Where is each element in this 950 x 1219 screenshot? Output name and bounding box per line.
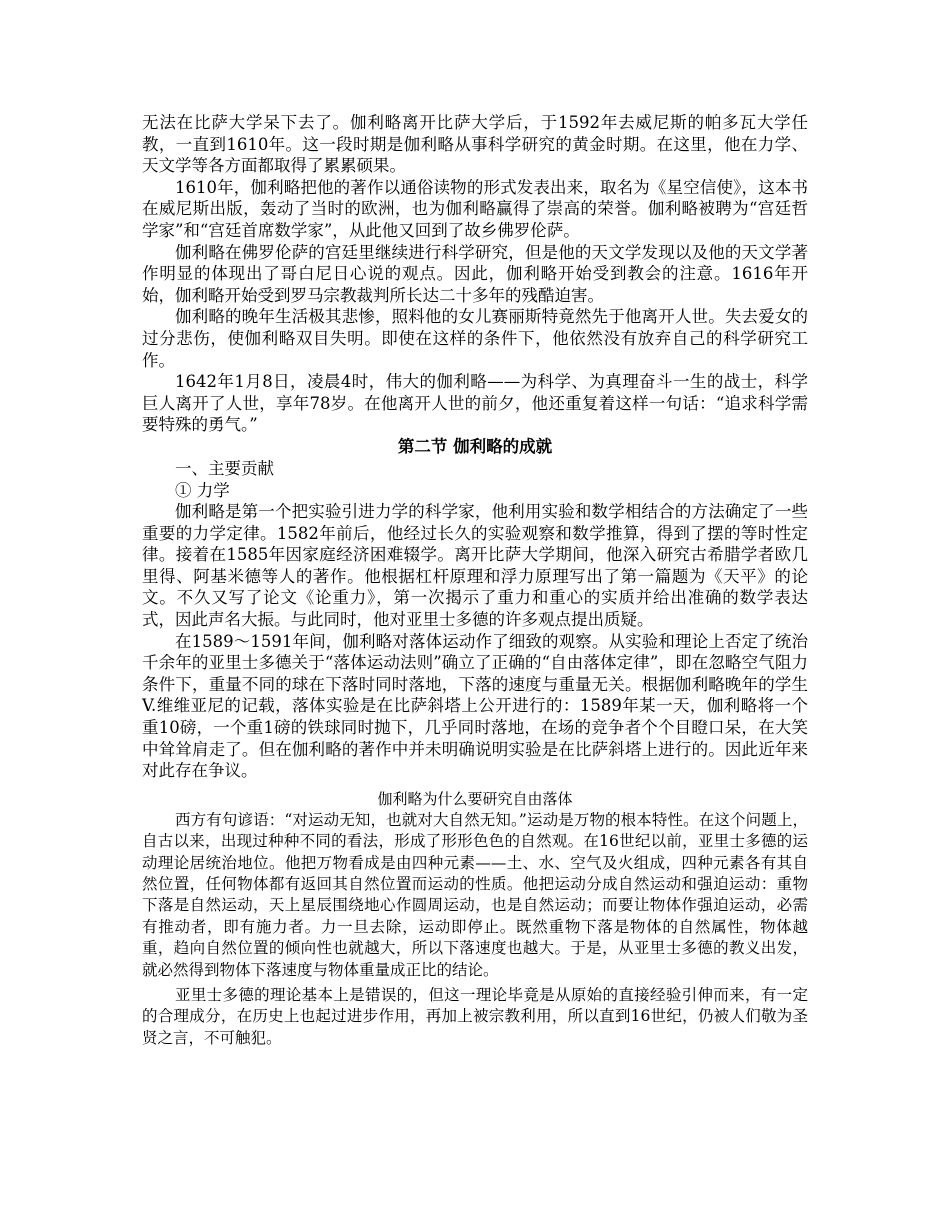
document-page <box>142 112 808 1049</box>
paragraph-intro-2: 1610年，伽利略把他的著作以通俗读物的形式发表出来，取名为《星空信使》，这本书在威尼斯出版，轰动了当时的欧洲，也为伽利略赢得了崇高的荣誉。伽利略被聘为“宫廷哲学家”和“宫廷首席数学家”，从此他又回到了故乡佛罗伦萨。 <box>142 177 808 240</box>
paragraph-intro-3: 伽利略在佛罗伦萨的宫廷里继续进行科学研究，但是他的天文学发现以及他的天文学著作明显的体现出了哥白尼日心说的观点。因此，伽利略开始受到教会的注意。1616年开始，伽利略开始受到罗马宗教裁判所长达二十多年的残酷迫害。 <box>142 242 808 305</box>
paragraph-intro-4: 伽利略的晚年生活极其悲惨，照料他的女儿赛丽斯特竟然先于他离开人世。失去爱女的过分悲伤，使伽利略双目失明。即使在这样的条件下，他依然没有放弃自己的科学研究工作。 <box>142 307 808 370</box>
paragraph-intro-5: 1642年1月8日，凌晨4时，伟大的伽利略——为科学、为真理奋斗一生的战士，科学巨人离开了人世，享年78岁。在他离开人世的前夕，他还重复着这样一句话：“追求科学需要特殊的勇气。” <box>142 372 808 435</box>
sidebar-box-title: 伽利略为什么要研究自由落体 <box>377 789 573 808</box>
paragraph-mechanics-1: 伽利略是第一个把实验引进力学的科学家，他利用实验和数学相结合的方法确定了一些重要的力学定律。1582年前后，他经过长久的实验观察和数学推算，得到了摆的等时性定律。接着在1585年因家庭经济困难辍学。离开比萨大学期间，他深入研究古希腊学者欧几里得、阿基米德等人的著作。他根据杠杆原理和浮力原理写出了第一篇题为《天平》的论文。不久又写了论文《论重力》，第一次揭示了重力和重心的实质并给出准确的数学表达式，因此声名大振。与此同时，他对亚里士多德的许多观点提出质疑。 <box>142 502 808 630</box>
sidebar-box-paragraph-1: 西方有句谚语：“对运动无知，也就对大自然无知。”运动是万物的根本特性。在这个问题上，自古以来，出现过种种不同的看法，形成了形形色色的自然观。在16世纪以前，亚里士多德的运动理论居统治地位。他把万物看成是由四种元素——土、水、空气及火组成，四种元素各有其自然位置，任何物体都有返回其自然位置而运动的性质。他把运动分成自然运动和强迫运动：重物下落是自然运动，天上星辰围绕地心作圆周运动，也是自然运动；而要让物体作强迫运动，必需有推动者，即有施力者。力一旦去除，运动即停止。既然重物下落是物体的自然属性，物体越重，趋向自然位置的倾向性也就越大，所以下落速度也越大。于是，从亚里士多德的教义出发，就必然得到物体下落速度与物体重量成正比的结论。 <box>142 810 808 979</box>
subheading-mechanics: ① 力学 <box>175 480 230 500</box>
sidebar-box-paragraph-2: 亚里士多德的理论基本上是错误的，但这一理论毕竟是从原始的直接经验引伸而来，有一定的合理成分，在历史上也起过进步作用，再加上被宗教利用，所以直到16世纪，仍被人们敬为圣贤之言，不可触犯。 <box>142 986 808 1047</box>
paragraph-intro-1: 无法在比萨大学呆下去了。伽利略离开比萨大学后，于1592年去威尼斯的帕多瓦大学任教，一直到1610年。这一段时期是伽利略从事科学研究的黄金时期。在这里，他在力学、天文学等各方面都取得了累累硕果。 <box>142 113 808 176</box>
section-title: 第二节 伽利略的成就 <box>397 436 553 456</box>
paragraph-mechanics-2: 在1589～1591年间，伽利略对落体运动作了细致的观察。从实验和理论上否定了统治千余年的亚里士多德关于“落体运动法则”确立了正确的“自由落体定律”，即在忽略空气阻力条件下，重量不同的球在下落时同时落地，下落的速度与重量无关。根据伽利略晚年的学生V.维维亚尼的记载，落体实验是在比萨斜塔上公开进行的：1589年某一天，伽利略将一个重10磅，一个重1磅的铁球同时抛下，几乎同时落地，在场的竞争者个个目瞪口呆，在大笑中耸耸肩走了。但在伽利略的著作中并未明确说明实验是在比萨斜塔上进行的。因此近年来对此存在争议。 <box>142 631 808 781</box>
subheading-contributions: 一、主要贡献 <box>175 458 274 478</box>
